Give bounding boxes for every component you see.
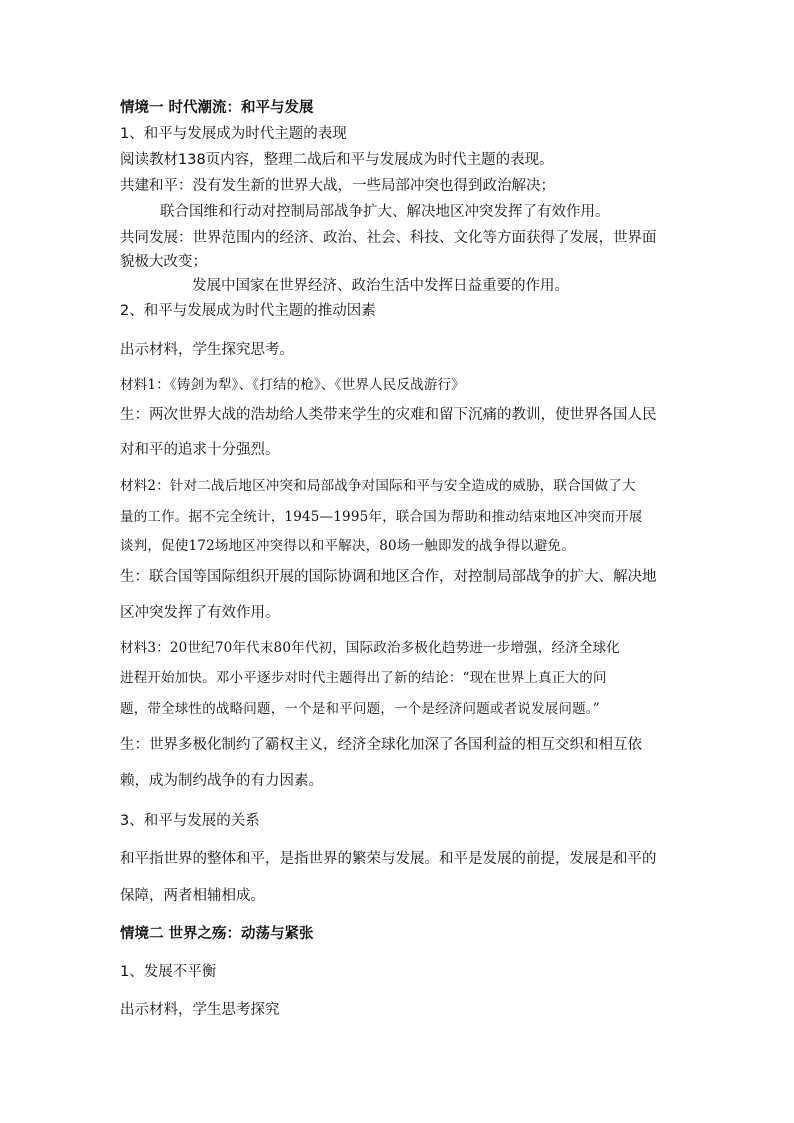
material-3-line-1: 材料3：20世纪70年代末80年代初，国际政治多极化趋势进一步增强，经济全球化 xyxy=(120,640,620,656)
material-3-line-2: 进程开始加快。邓小平逐步对时代主题得出了新的结论：“现在世界上真正大的问 xyxy=(120,670,607,686)
material-2-line-1: 材料2：针对二战后地区冲突和局部战争对国际和平与安全造成的威胁，联合国做了大 xyxy=(120,478,636,494)
section1-sub2-heading: 2、和平与发展成为时代主题的推动因素 xyxy=(120,303,376,319)
material-2-line-2: 量的工作。据不完全统计，1945—1995年，联合国为帮助和推动结束地区冲突而开展 xyxy=(120,509,643,525)
relationship-line-2: 保障，两者相辅相成。 xyxy=(120,888,265,904)
material-intro: 出示材料，学生探究思考。 xyxy=(120,342,294,358)
reading-instruction: 阅读教材138页内容，整理二战后和平与发展成为时代主题的表现。 xyxy=(120,152,554,168)
material-2-line-3: 谈判，促使172场地区冲突得以和平解决，80场一触即发的战争得以避免。 xyxy=(120,538,575,554)
section1-sub3-heading: 3、和平与发展的关系 xyxy=(120,813,260,829)
section2-intro: 出示材料，学生思考探究 xyxy=(120,1002,280,1018)
peace-line-2: 联合国维和行动对控制局部战争扩大、解决地区冲突发挥了有效作用。 xyxy=(160,204,610,220)
student-answer-3-line-1: 生：世界多极化制约了霸权主义，经济全球化加深了各国利益的相互交织和相互依 xyxy=(120,737,642,753)
student-answer-1-line-2: 对和平的追求十分强烈。 xyxy=(120,442,280,458)
material-1: 材料1：《铸剑为犁》、《打结的枪》、《世界人民反战游行》 xyxy=(120,377,465,393)
section1-sub1-heading: 1、和平与发展成为时代主题的表现 xyxy=(120,126,347,142)
student-answer-2-line-2: 区冲突发挥了有效作用。 xyxy=(120,605,280,621)
student-answer-1-line-1: 生：两次世界大战的浩劫给人类带来学生的灾难和留下沉痛的教训，使世界各国人民 xyxy=(120,407,657,423)
section2-title: 情境二 世界之殇：动荡与紧张 xyxy=(120,926,314,942)
section1-title: 情境一 时代潮流：和平与发展 xyxy=(120,100,314,116)
development-line-2: 貌极大改变； xyxy=(120,254,207,270)
section2-sub1-heading: 1、发展不平衡 xyxy=(120,964,217,980)
relationship-line-1: 和平指世界的整体和平，是指世界的繁荣与发展。和平是发展的前提，发展是和平的 xyxy=(120,851,657,867)
peace-line-1: 共建和平：没有发生新的世界大战，一些局部冲突也得到政治解决； xyxy=(120,178,555,194)
development-line-3: 发展中国家在世界经济、政治生活中发挥日益重要的作用。 xyxy=(192,278,569,294)
development-line-1: 共同发展：世界范围内的经济、政治、社会、科技、文化等方面获得了发展，世界面 xyxy=(120,230,657,246)
student-answer-3-line-2: 赖，成为制约战争的有力因素。 xyxy=(120,773,323,789)
material-3-line-3: 题，带全球性的战略问题，一个是和平问题，一个是经济问题或者说发展问题。” xyxy=(120,701,600,717)
student-answer-2-line-1: 生：联合国等国际组织开展的国际协调和地区合作，对控制局部战争的扩大、解决地 xyxy=(120,569,657,585)
